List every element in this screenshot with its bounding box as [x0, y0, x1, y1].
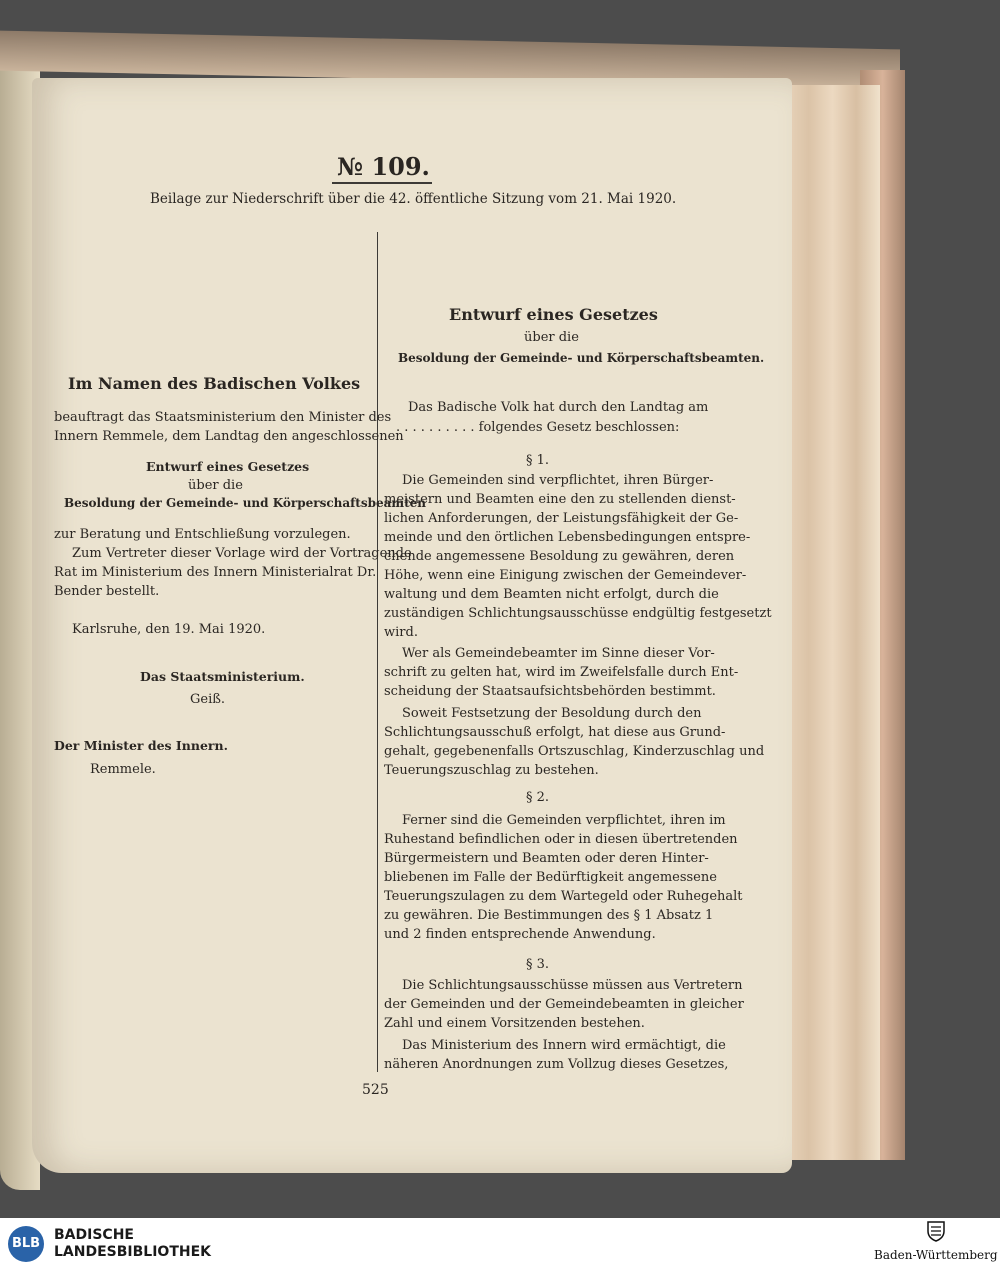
s1c-line-2: Schlichtungsausschuß erfolgt, hat diese aus Grund-: [384, 725, 726, 740]
s2-line-3: Bürgermeistern und Beamten oder deren Hinter-: [384, 851, 709, 866]
left-draft-title: Entwurf eines Gesetzes: [146, 459, 310, 474]
s1-line-1: Die Gemeinden sind verpflichtet, ihren Bürger-: [402, 473, 714, 488]
s1b-line-1: Wer als Gemeindebeamter im Sinne dieser Vor-: [402, 646, 715, 661]
library-name-line-2: LANDESBIBLIOTHEK: [54, 1244, 212, 1260]
s2-line-4: bliebenen im Falle der Bedürftigkeit angemessene: [384, 870, 717, 885]
page-sheet: [32, 78, 792, 1173]
s3b-line-2: näheren Anordnungen zum Vollzug dieses Gesetzes,: [384, 1057, 729, 1072]
library-name-line-1: BADISCHE: [54, 1227, 134, 1243]
document-number: № 109.: [337, 152, 430, 181]
s3-line-2: der Gemeinden und der Gemeindebeamten in gleicher: [384, 997, 744, 1012]
s1-line-3: lichen Anforderungen, der Leistungsfähigkeit der Ge-: [384, 511, 739, 526]
section-2-heading: § 2.: [526, 790, 550, 805]
library-name[interactable]: [54, 1227, 211, 1261]
s3-line-1: Die Schlichtungsausschüsse müssen aus Vertretern: [402, 978, 743, 993]
right-about: über die: [524, 330, 579, 345]
left-body-line-4: Bender bestellt.: [54, 584, 160, 599]
s1c-line-4: Teuerungszuschlag zu bestehen.: [384, 763, 599, 778]
viewer-footer: [0, 1218, 1000, 1270]
left-body-line-3: Rat im Ministerium des Innern Ministerialrat Dr.: [54, 565, 377, 580]
state-name[interactable]: Baden-Württemberg: [874, 1248, 998, 1262]
page-number: 525: [362, 1082, 389, 1098]
right-subject: Besoldung der Gemeinde- und Körperschaftsbeamten.: [398, 351, 765, 365]
blb-logo-icon[interactable]: BLB: [8, 1226, 44, 1262]
state-coat-of-arms-icon: [926, 1220, 946, 1242]
place-date: Karlsruhe, den 19. Mai 1920.: [72, 622, 266, 637]
page-stack-edge: [785, 85, 880, 1160]
minister-title: Der Minister des Innern.: [54, 738, 228, 753]
s1-line-8: zuständigen Schlichtungsausschüsse endgültig festgesetzt: [384, 606, 772, 621]
right-title: Entwurf eines Gesetzes: [449, 305, 658, 324]
signer-1: Geiß.: [190, 692, 226, 707]
column-divider: [377, 232, 378, 1072]
section-1-heading: § 1.: [526, 453, 550, 468]
ministry-name: Das Staatsministerium.: [140, 669, 305, 684]
s1c-line-3: gehalt, gegebenenfalls Ortszuschlag, Kinderzuschlag und: [384, 744, 765, 759]
s1-line-7: waltung und dem Beamten nicht erfolgt, durch die: [384, 587, 719, 602]
left-heading: Im Namen des Badischen Volkes: [68, 374, 361, 393]
s2-line-5: Teuerungszulagen zu dem Wartegeld oder Ruhegehalt: [384, 889, 743, 904]
left-intro-line-2: Innern Remmele, dem Landtag den angeschlossenen: [54, 429, 404, 444]
s1-line-9: wird.: [384, 625, 418, 640]
left-draft-about: über die: [188, 478, 243, 493]
left-draft-subject: Besoldung der Gemeinde- und Körperschaftsbeamten: [64, 496, 426, 510]
s2-line-6: zu gewähren. Die Bestimmungen des § 1 Absatz 1: [384, 908, 714, 923]
left-intro-line-1: beauftragt das Staatsministerium den Minister des: [54, 410, 392, 425]
left-body-line-2: Zum Vertreter dieser Vorlage wird der Vortragende: [72, 546, 412, 561]
s1-line-6: Höhe, wenn eine Einigung zwischen der Gemeindever-: [384, 568, 747, 583]
s2-line-1: Ferner sind die Gemeinden verpflichtet, ihren im: [402, 813, 726, 828]
s1c-line-1: Soweit Festsetzung der Besoldung durch den: [402, 706, 702, 721]
s2-line-2: Ruhestand befindlichen oder in diesen übertretenden: [384, 832, 738, 847]
s1-line-5: chende angemessene Besoldung zu gewähren, deren: [384, 549, 735, 564]
s3-line-3: Zahl und einem Vorsitzenden bestehen.: [384, 1016, 645, 1031]
preamble-line-1: Das Badische Volk hat durch den Landtag am: [408, 400, 709, 415]
document-subtitle: Beilage zur Niederschrift über die 42. öffentliche Sitzung vom 21. Mai 1920.: [150, 191, 677, 207]
section-3-heading: § 3.: [526, 957, 550, 972]
s1b-line-2: schrift zu gelten hat, wird im Zweifelsfalle durch Ent-: [384, 665, 739, 680]
preamble-line-2: . . . . . . . . . . folgendes Gesetz beschlossen:: [396, 420, 680, 435]
s2-line-7: und 2 finden entsprechende Anwendung.: [384, 927, 656, 942]
s1-line-2: meistern und Beamten eine den zu stellenden dienst-: [384, 492, 736, 507]
s1b-line-3: scheidung der Staatsaufsichtsbehörden bestimmt.: [384, 684, 716, 699]
s1-line-4: meinde und den örtlichen Lebensbedingungen entspre-: [384, 530, 751, 545]
left-body-line-1: zur Beratung und Entschließung vorzulegen.: [54, 527, 351, 542]
signer-2: Remmele.: [90, 762, 156, 777]
header-underline: [332, 182, 432, 184]
s3b-line-1: Das Ministerium des Innern wird ermächtigt, die: [402, 1038, 726, 1053]
